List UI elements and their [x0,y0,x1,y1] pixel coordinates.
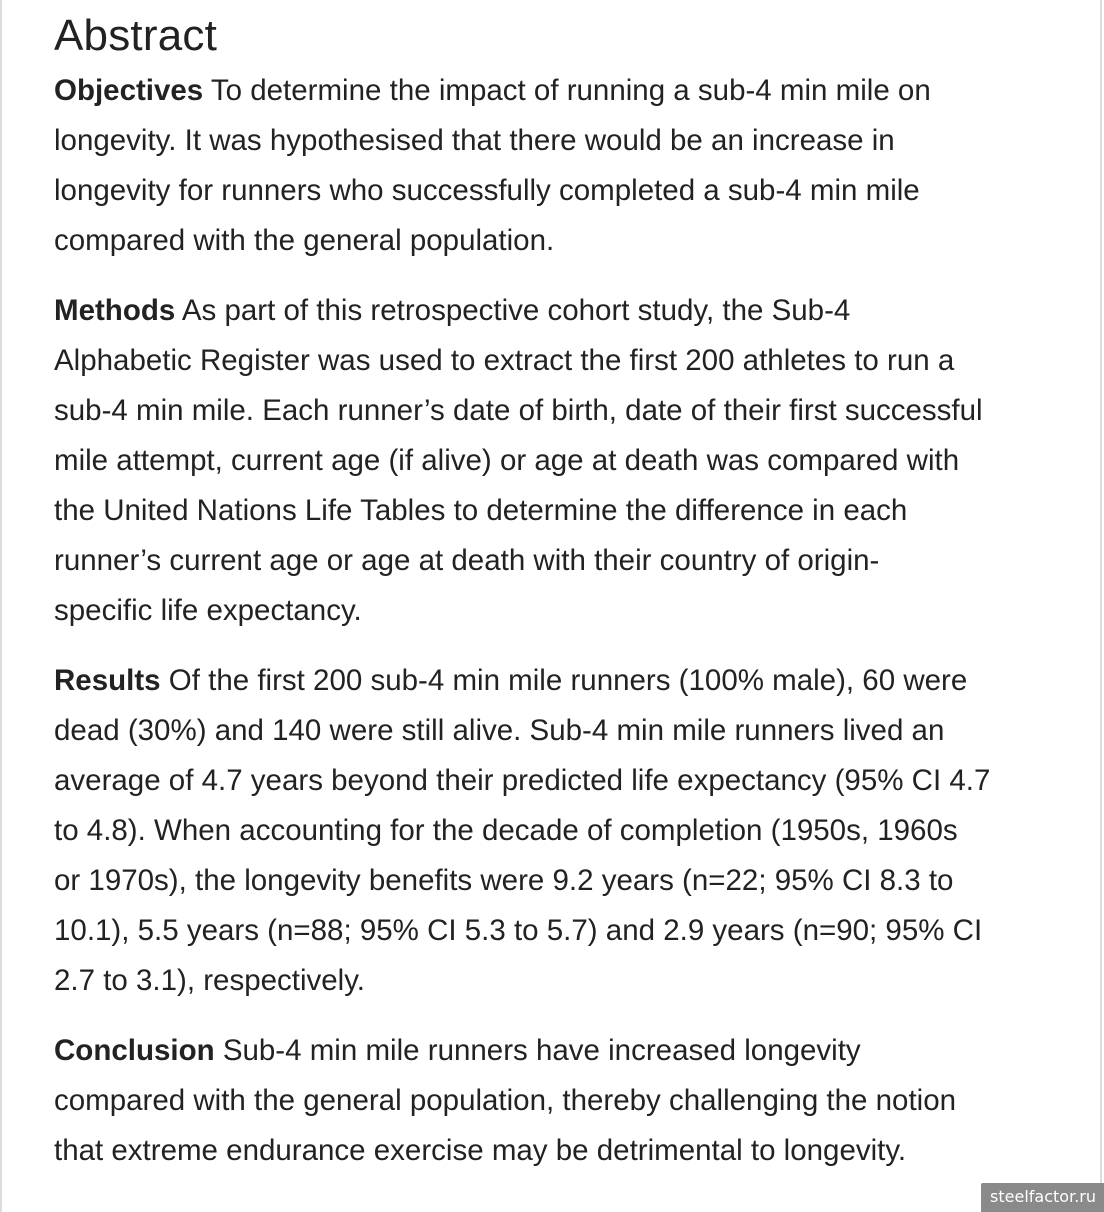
objectives-line-1 [54,66,1044,116]
objectives-text-1: To determine the impact of running a sub-4 min mile on [210,74,931,107]
objectives-line-2: longevity. It was hypothesised that there would be an increase in [54,124,895,157]
results-paragraph [54,656,1044,1006]
objectives-line-3: longevity for runners who successfully completed a sub-4 min mile [54,174,920,207]
conclusion-heading: Conclusion [54,1034,215,1067]
conclusion-paragraph [54,1026,1044,1176]
methods-text-1: As part of this retrospective cohort study, the Sub-4 [181,294,851,327]
results-line-2: dead (30%) and 140 were still alive. Sub-4 min mile runners lived an [54,714,945,747]
results-line-6: 10.1), 5.5 years (n=88; 95% CI 5.3 to 5.7) and 2.9 years (n=90; 95% CI [54,914,983,947]
methods-line-2: Alphabetic Register was used to extract the first 200 athletes to run a [54,344,955,377]
methods-heading: Methods [54,294,176,327]
objectives-line-4: compared with the general population. [54,224,555,257]
results-line-3: average of 4.7 years beyond their predicted life expectancy (95% CI 4.7 [54,764,991,797]
conclusion-text-1: Sub-4 min mile runners have increased longevity [222,1034,861,1067]
methods-line-6: runner’s current age or age at death with their country of origin- [54,544,880,577]
results-heading: Results [54,664,161,697]
methods-line-7: specific life expectancy. [54,594,362,627]
results-line-4: to 4.8). When accounting for the decade of completion (1950s, 1960s [54,814,958,847]
abstract-section [54,0,1044,1176]
methods-line-1 [54,286,1044,336]
results-text-1: Of the first 200 sub-4 min mile runners (100% male), 60 were [168,664,968,697]
results-line-5: or 1970s), the longevity benefits were 9.2 years (n=22; 95% CI 8.3 to [54,864,954,897]
methods-line-3: sub-4 min mile. Each runner’s date of birth, date of their first successful [54,394,983,427]
methods-line-4: mile attempt, current age (if alive) or age at death was compared with [54,444,960,477]
methods-line-5: the United Nations Life Tables to determine the difference in each [54,494,908,527]
results-line-7: 2.7 to 3.1), respectively. [54,964,365,997]
methods-paragraph [54,286,1044,636]
objectives-heading: Objectives [54,74,204,107]
conclusion-line-1 [54,1026,1044,1076]
site-watermark: steelfactor.ru [981,1183,1104,1212]
conclusion-line-2: compared with the general population, thereby challenging the notion [54,1084,957,1117]
results-line-1 [54,656,1044,706]
objectives-paragraph [54,66,1044,266]
conclusion-line-3: that extreme endurance exercise may be detrimental to longevity. [54,1134,907,1167]
abstract-title: Abstract [54,11,217,60]
